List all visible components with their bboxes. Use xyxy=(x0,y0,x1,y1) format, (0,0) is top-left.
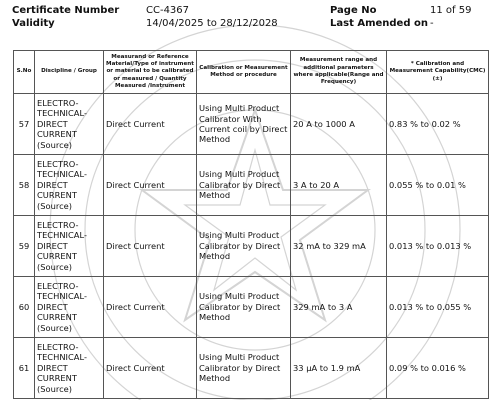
validity-value: 14/04/2025 to 28/12/2028 xyxy=(146,18,278,29)
discipline-line: CURRENT xyxy=(37,312,77,323)
cell-discipline xyxy=(35,216,104,277)
discipline-line: DIRECT xyxy=(37,118,68,129)
discipline-line: CURRENT xyxy=(37,190,77,201)
cell-method: Using Multi Product Calibrator by Direct Method xyxy=(197,277,291,338)
discipline-line: TECHNICAL- xyxy=(37,108,87,119)
discipline-line: CURRENT xyxy=(37,373,77,384)
discipline-line: (Source) xyxy=(37,200,72,211)
cell-cmc: 0.83 % to 0.02 % xyxy=(387,94,489,155)
discipline-line: ELECTRO- xyxy=(37,342,79,353)
page-no-value: 11 of 59 xyxy=(430,5,472,16)
table-row xyxy=(14,155,489,216)
discipline-line: DIRECT xyxy=(37,362,68,373)
discipline-line: TECHNICAL- xyxy=(37,230,87,241)
discipline-line: DIRECT xyxy=(37,240,68,251)
table-row xyxy=(14,338,489,399)
discipline-line: TECHNICAL- xyxy=(37,291,87,302)
cell-method: Using Multi Product Calibrator by Direct Method xyxy=(197,338,291,399)
discipline-line: ELECTRO- xyxy=(37,281,79,292)
cell-sno: 58 xyxy=(14,155,35,216)
cell-range: 20 A to 1000 A xyxy=(291,94,387,155)
cell-discipline xyxy=(35,155,104,216)
column-header-sno: S.No xyxy=(14,51,35,94)
last-amended-value: - xyxy=(430,18,434,29)
cell-discipline xyxy=(35,94,104,155)
cell-sno: 57 xyxy=(14,94,35,155)
scope-table xyxy=(13,50,489,399)
cell-measurand: Direct Current xyxy=(104,155,197,216)
cell-cmc: 0.055 % to 0.01 % xyxy=(387,155,489,216)
column-header-measurand: Measurand or Reference Material/Type of instrument or material to be calibrated or measured / Quantity Measured /Instrument xyxy=(104,51,197,94)
discipline-line: ELECTRO- xyxy=(37,98,79,109)
table-row xyxy=(14,94,489,155)
discipline-line: (Source) xyxy=(37,261,72,272)
discipline-line: DIRECT xyxy=(37,179,68,190)
discipline-line: CURRENT xyxy=(37,129,77,140)
column-header-discipline: Discipline / Group xyxy=(35,51,104,94)
column-header-cmc: * Calibration and Measurement Capability(CMC)(±) xyxy=(387,51,489,94)
discipline-line: ELECTRO- xyxy=(37,159,79,170)
discipline-line: TECHNICAL- xyxy=(37,169,87,180)
discipline-line: DIRECT xyxy=(37,301,68,312)
table-header-row xyxy=(14,51,489,94)
cell-sno: 61 xyxy=(14,338,35,399)
table-row xyxy=(14,216,489,277)
cell-method: Using Multi Product Calibrator by Direct Method xyxy=(197,155,291,216)
cell-discipline xyxy=(35,277,104,338)
cell-discipline xyxy=(35,338,104,399)
discipline-line: TECHNICAL- xyxy=(37,352,87,363)
cell-method: Using Multi Product Calibrator With Current coil by Direct Method xyxy=(197,94,291,155)
discipline-line: (Source) xyxy=(37,139,72,150)
last-amended-label: Last Amended on xyxy=(330,18,428,29)
certificate-number-value: CC-4367 xyxy=(146,5,190,16)
column-header-method: Calibration or Measurement Method or procedure xyxy=(197,51,291,94)
table-row xyxy=(14,277,489,338)
cell-sno: 59 xyxy=(14,216,35,277)
cell-range: 33 µA to 1.9 mA xyxy=(291,338,387,399)
discipline-line: ELECTRO- xyxy=(37,220,79,231)
cell-measurand: Direct Current xyxy=(104,277,197,338)
discipline-line: CURRENT xyxy=(37,251,77,262)
discipline-line: (Source) xyxy=(37,322,72,333)
column-header-range: Measurement range and additional parameters where applicable(Range and Frequency) xyxy=(291,51,387,94)
cell-measurand: Direct Current xyxy=(104,338,197,399)
cell-cmc: 0.013 % to 0.013 % xyxy=(387,216,489,277)
cell-range: 3 A to 20 A xyxy=(291,155,387,216)
header-row-2 xyxy=(0,15,495,33)
cell-cmc: 0.013 % to 0.055 % xyxy=(387,277,489,338)
validity-label: Validity xyxy=(12,18,55,29)
cell-sno: 60 xyxy=(14,277,35,338)
cell-range: 329 mA to 3 A xyxy=(291,277,387,338)
cell-measurand: Direct Current xyxy=(104,94,197,155)
discipline-line: (Source) xyxy=(37,383,72,394)
certificate-number-label: Certificate Number xyxy=(12,5,120,16)
cell-range: 32 mA to 329 mA xyxy=(291,216,387,277)
page-no-label: Page No xyxy=(330,5,377,16)
cell-method: Using Multi Product Calibrator by Direct Method xyxy=(197,216,291,277)
cell-cmc: 0.09 % to 0.016 % xyxy=(387,338,489,399)
cell-measurand: Direct Current xyxy=(104,216,197,277)
